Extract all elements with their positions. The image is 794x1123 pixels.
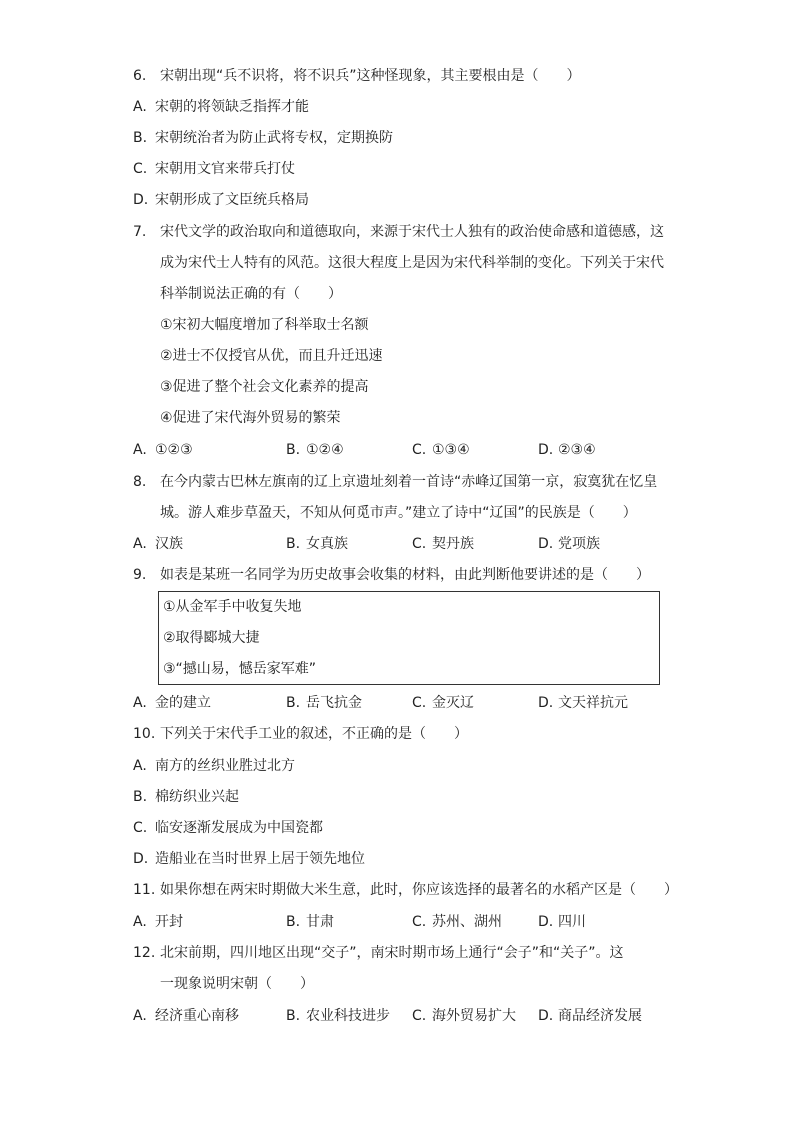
option-letter: C. <box>412 1008 427 1024</box>
option-text: 经济重心南移 <box>155 1008 239 1024</box>
option-text: ①③④ <box>432 442 470 458</box>
option-text: 金灭辽 <box>432 695 474 711</box>
option-text: 商品经济发展 <box>558 1008 642 1024</box>
option-text: 宋朝形成了文臣统兵格局 <box>155 192 309 208</box>
question-stem-line: 北宋前期，四川地区出现“交子”，南宋时期市场上通行“会子”和“关子”。这 <box>160 945 624 961</box>
question-stem-line: 宋代文学的政治取向和道德取向，来源于宋代士人独有的政治使命感和道德感，这 <box>160 224 664 240</box>
option-letter: C. <box>412 695 427 711</box>
statement-item: ④促进了宋代海外贸易的繁荣 <box>160 410 341 426</box>
option-letter: A. <box>133 442 147 458</box>
option-letter: D. <box>538 914 554 930</box>
option-letter: A. <box>133 1008 147 1024</box>
option-text: 汉族 <box>155 536 183 552</box>
question-stem-line: 科举制说法正确的有（ ） <box>160 286 342 302</box>
option-letter: B. <box>286 536 301 552</box>
option-text: 南方的丝织业胜过北方 <box>155 758 295 774</box>
option-text: ②③④ <box>558 442 596 458</box>
option-text: 农业科技进步 <box>306 1008 390 1024</box>
option-letter: D. <box>538 1008 554 1024</box>
table-row: ③“撼山易，憾岳家军难” <box>163 661 317 677</box>
question-stem-line: 成为宋代士人特有的风范。这很大程度上是因为宋代科举制的变化。下列关于宋代 <box>160 255 664 271</box>
option-text: 女真族 <box>306 536 348 552</box>
question-stem-line: 在今内蒙古巴林左旗南的辽上京遗址刻着一首诗“赤峰辽国第一京，寂寞犹在忆皇 <box>160 474 658 490</box>
question-number: 7. <box>133 224 147 240</box>
option-text: 宋朝用文官来带兵打仗 <box>155 161 295 177</box>
option-letter: C. <box>412 536 427 552</box>
question-stem-line: 宋朝出现“兵不识将，将不识兵”这种怪现象，其主要根由是（ ） <box>160 68 581 84</box>
option-text: 宋朝的将领缺乏指挥才能 <box>155 99 309 115</box>
option-text: ①②③ <box>155 442 193 458</box>
option-letter: D. <box>538 536 554 552</box>
option-letter: B. <box>286 1008 301 1024</box>
question-stem-line: 如果你想在两宋时期做大米生意，此时，你应该选择的最著名的水稻产区是（ ） <box>160 882 678 898</box>
question-stem-line: 如表是某班一名同学为历史故事会收集的材料，由此判断他要讲述的是（ ） <box>160 567 650 583</box>
option-text: 四川 <box>558 914 586 930</box>
question-number: 6. <box>133 68 147 84</box>
statement-item: ①宋初大幅度增加了科举取士名额 <box>160 317 369 333</box>
option-letter: D. <box>133 192 149 208</box>
option-letter: D. <box>538 695 554 711</box>
option-letter: C. <box>412 442 427 458</box>
option-letter: C. <box>412 914 427 930</box>
question-stem-line: 城。游人难步草盈天，不知从何觅市声。”建立了诗中“辽国”的民族是（ ） <box>160 505 637 521</box>
option-letter: B. <box>286 695 301 711</box>
question-stem-line: 一现象说明宋朝（ ） <box>160 976 314 992</box>
question-number: 12. <box>133 945 156 961</box>
option-letter: B. <box>133 789 148 805</box>
option-letter: B. <box>133 130 148 146</box>
option-text: 海外贸易扩大 <box>432 1008 516 1024</box>
option-text: 金的建立 <box>155 695 211 711</box>
option-text: 苏州、湖州 <box>432 914 502 930</box>
option-text: 岳飞抗金 <box>306 695 362 711</box>
option-letter: B. <box>286 442 301 458</box>
option-letter: A. <box>133 758 147 774</box>
table-row: ①从金军手中收复失地 <box>163 599 302 615</box>
option-letter: A. <box>133 914 147 930</box>
option-letter: C. <box>133 161 148 177</box>
option-letter: D. <box>538 442 554 458</box>
option-text: 临安逐渐发展成为中国瓷都 <box>155 820 323 836</box>
table-row: ②取得郾城大捷 <box>163 630 260 646</box>
option-text: 造船业在当时世界上居于领先地位 <box>155 851 365 867</box>
option-text: 文天祥抗元 <box>558 695 628 711</box>
option-text: ①②④ <box>306 442 344 458</box>
option-letter: C. <box>133 820 148 836</box>
option-text: 宋朝统治者为防止武将专权，定期换防 <box>155 130 393 146</box>
material-table <box>158 591 660 685</box>
option-text: 契丹族 <box>432 536 474 552</box>
option-letter: A. <box>133 695 147 711</box>
option-letter: A. <box>133 99 147 115</box>
question-number: 10. <box>133 726 156 742</box>
question-number: 11. <box>133 882 156 898</box>
option-text: 甘肃 <box>306 914 334 930</box>
statement-item: ③促进了整个社会文化素养的提高 <box>160 379 369 395</box>
option-text: 党项族 <box>558 536 600 552</box>
question-number: 8. <box>133 474 147 490</box>
option-text: 棉纺织业兴起 <box>155 789 239 805</box>
question-stem-line: 下列关于宋代手工业的叙述，不正确的是（ ） <box>160 726 468 742</box>
question-number: 9. <box>133 567 147 583</box>
option-letter: B. <box>286 914 301 930</box>
option-text: 开封 <box>155 914 183 930</box>
option-letter: A. <box>133 536 147 552</box>
option-letter: D. <box>133 851 149 867</box>
statement-item: ②进士不仅授官从优，而且升迁迅速 <box>160 348 383 364</box>
